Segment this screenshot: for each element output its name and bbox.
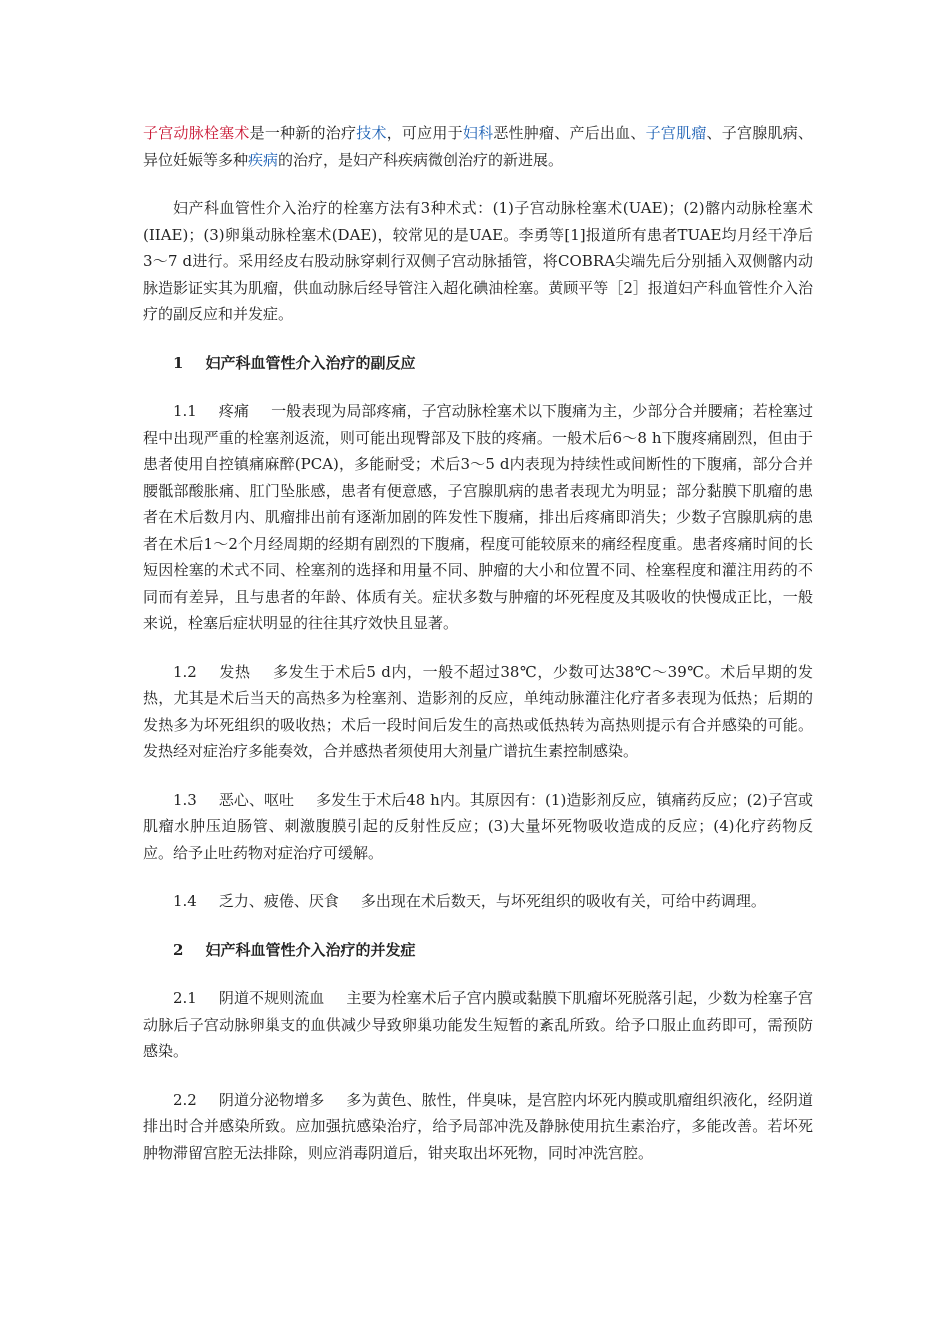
section-heading-2	[143, 937, 813, 964]
subsection-number: 1.2	[173, 662, 197, 681]
subsection-text: 多出现在术后数天，与坏死组织的吸收有关，可给中药调理。	[360, 892, 766, 910]
subsection-text: 多发生于术后5 d内，一般不超过38℃，少数可达38℃～39℃。术后早期的发热，尤其是术后当天的高热多为栓塞剂、造影剂的反应，单纯动脉灌注化疗者多表现为低热；后期的发热多为坏死组织的吸收热；术后一段时间后发生的高热或低热转为高热则提示有合并感染的可能。发热经对症治疗多能奏效，合并感热者须使用大剂量广谱抗生素控制感染。	[143, 662, 813, 760]
intro-text-2: ，可应用于	[386, 124, 463, 142]
subsection-title: 阴道分泌物增多	[218, 1090, 325, 1109]
intro-text-3: 恶性肿瘤、产后出血、	[493, 124, 646, 142]
subsection-title: 乏力、疲倦、厌食	[218, 892, 339, 910]
intro-text-5: 的治疗，是妇产科疾病微创治疗的新进展。	[278, 150, 564, 169]
section-title: 妇产科血管性介入治疗的副反应	[205, 353, 416, 372]
subsection-number: 1.3	[173, 790, 197, 809]
subsection-2-1	[143, 985, 813, 1065]
subsection-number: 2.2	[173, 1090, 197, 1109]
subsection-number: 1.1	[173, 402, 197, 420]
section-heading-1	[143, 350, 813, 377]
subsection-title: 发热	[218, 662, 251, 681]
intro-text-1: 是一种新的治疗	[249, 124, 357, 142]
subsection-text: 多为黄色、脓性，伴臭味，是宫腔内坏死内膜或肌瘤组织液化，经阴道排出时合并感染所致。应加强抗感染治疗，给予局部冲洗及静脉使用抗生素治疗，多能改善。若坏死肿物滞留宫腔无法排除，则应消毒阴道后，钳夹取出坏死物，同时冲洗宫腔。	[143, 1090, 813, 1162]
link-uterine-fibroids[interactable]: 子宫肌瘤	[645, 124, 707, 142]
subsection-1-3	[143, 787, 813, 867]
methods-paragraph: 妇产科血管性介入治疗的栓塞方法有3种术式：(1)子宫动脉栓塞术(UAE)；(2)髂内动脉栓塞术(IIAE)；(3)卵巢动脉栓塞术(DAE)，较常见的是UAE。李勇等[1]报道所有患者TUAE均月经干净后3～7 d进行。采用经皮右股动脉穿刺行双侧子宫动脉插管，将COBRA尖端先后分别插入双侧髂内动脉造影证实其为肌瘤，供血动脉后经导管注入超化碘油栓塞。黄顾平等［2］报道妇产科血管性介入治疗的副反应和并发症。	[143, 199, 813, 323]
intro-text-4: 、子宫腺肌病、异位妊娠等多种	[143, 124, 813, 169]
link-technology[interactable]: 技术	[356, 124, 387, 142]
intro-paragraph	[143, 120, 813, 173]
link-gynecology[interactable]: 妇科	[462, 124, 494, 142]
link-disease[interactable]: 疾病	[248, 150, 279, 169]
section-number: 1	[173, 353, 184, 372]
subsection-title: 阴道不规则流血	[218, 989, 325, 1007]
article-body	[143, 120, 813, 1166]
subsection-2-2	[143, 1087, 813, 1167]
subsection-number: 2.1	[173, 989, 197, 1007]
subsection-title: 疼痛	[218, 402, 250, 420]
subsection-number: 1.4	[173, 892, 197, 910]
subsection-title: 恶心、呕吐	[218, 790, 295, 809]
subsection-1-4	[143, 888, 813, 915]
subsection-text: 一般表现为局部疼痛，子宫动脉栓塞术以下腹痛为主，少部分合并腰痛；若栓塞过程中出现严重的栓塞剂返流，则可能出现臀部及下肢的疼痛。一般术后6～8 h下腹疼痛剧烈，但由于患者使用自控镇痛麻醉(PCA)，多能耐受；术后3～5 d内表现为持续性或间断性的下腹痛，部分合并腰骶部酸胀痛、肛门坠胀感，患者有便意感，子宫腺肌病的患者表现尤为明显；部分黏膜下肌瘤的患者在术后数月内、肌瘤排出前有逐渐加剧的阵发性下腹痛，排出后疼痛即消失；少数子宫腺肌病的患者在术后1～2个月经周期的经期有剧烈的下腹痛，程度可能较原来的痛经程度重。患者疼痛时间的长短因栓塞的术式不同、栓塞剂的选择和用量不同、肿瘤的大小和位置不同、栓塞程度和灌注用药的不同而有差异，且与患者的年龄、体质有关。症状多数与肿瘤的坏死程度及其吸收的快慢成正比，一般来说，栓塞后症状明显的往往其疗效快且显著。	[143, 402, 813, 632]
link-uterine-artery-embolization[interactable]: 子宫动脉栓塞术	[143, 124, 250, 142]
section-title: 妇产科血管性介入治疗的并发症	[205, 940, 416, 959]
section-number: 2	[173, 940, 184, 959]
subsection-1-2	[143, 659, 813, 765]
subsection-text: 主要为栓塞术后子宫内膜或黏膜下肌瘤坏死脱落引起，少数为栓塞子宫动脉后子宫动脉卵巢支的血供减少导致卵巢功能发生短暂的紊乱所致。给予口服止血药即可，需预防感染。	[143, 989, 813, 1060]
subsection-text: 多发生于术后48 h内。其原因有：(1)造影剂反应，镇痛药反应；(2)子宫或肌瘤水肿压迫肠管、刺激腹膜引起的反射性反应；(3)大量坏死物吸收造成的反应；(4)化疗药物反应。给予止吐药物对症治疗可缓解。	[143, 790, 813, 862]
subsection-1-1	[143, 398, 813, 637]
